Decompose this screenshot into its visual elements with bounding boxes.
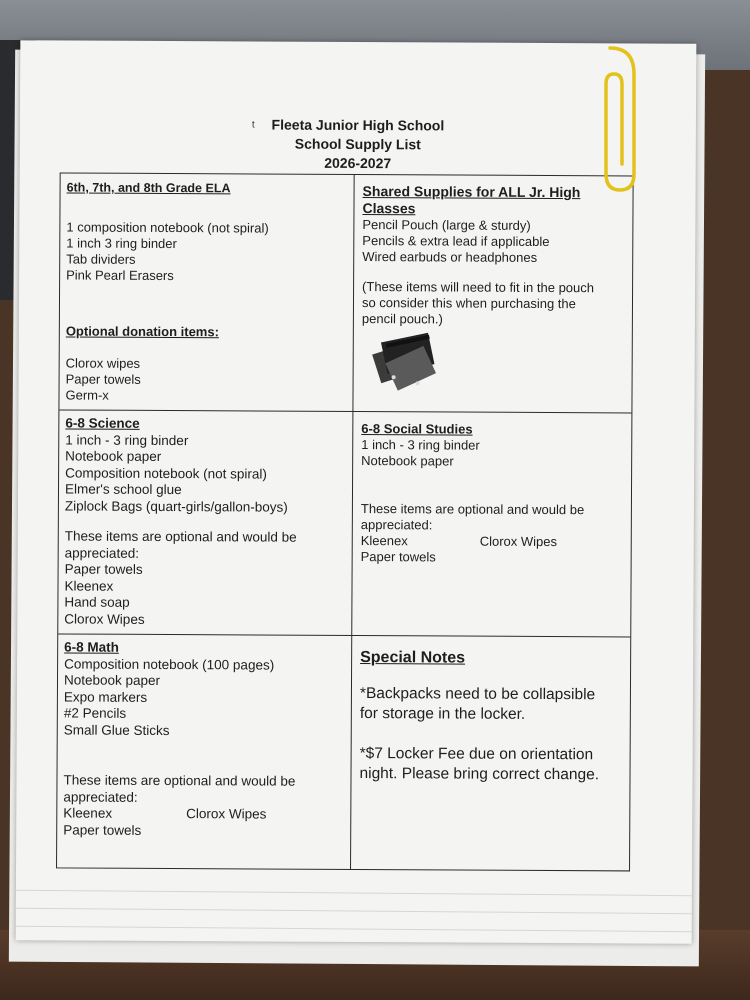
supply-list-sheet	[16, 40, 697, 944]
note-line: so consider this when purchasing the	[361, 295, 576, 312]
special-notes-cell	[359, 649, 626, 785]
column-divider	[350, 175, 355, 869]
list-item: 1 inch - 3 ring binder	[65, 431, 189, 448]
shared-heading-cont: Classes	[362, 200, 416, 217]
note-line: pencil pouch.)	[361, 311, 443, 327]
note-line: *$7 Locker Fee due on orientation	[359, 745, 594, 764]
shared-heading: Shared Supplies for ALL Jr. High	[362, 183, 581, 201]
paper-clip-icon	[600, 44, 640, 194]
list-item: Elmer's school glue	[64, 481, 182, 498]
list-item-left: Kleenex	[360, 533, 408, 549]
list-item: Notebook paper	[63, 672, 161, 688]
list-item: Notebook paper	[65, 448, 162, 464]
list-item: Paper towels	[63, 821, 142, 838]
ela-optional-heading: Optional donation items:	[65, 323, 219, 340]
list-item: Pencil Pouch (large & sturdy)	[362, 217, 531, 233]
ela-heading: 6th, 7th, and 8th Grade ELA	[66, 180, 231, 196]
list-item	[63, 805, 345, 823]
list-item: Notebook paper	[361, 453, 454, 469]
optional-note: appreciated:	[360, 517, 433, 533]
optional-note: These items are optional and would be	[64, 528, 297, 545]
list-item-right: Clorox Wipes	[186, 806, 267, 822]
optional-note: appreciated:	[63, 788, 138, 805]
list-item: Composition notebook (not spiral)	[65, 464, 267, 482]
list-item: Ziplock Bags (quart-girls/gallon-boys)	[64, 497, 288, 515]
social-heading: 6-8 Social Studies	[361, 421, 473, 437]
math-cell	[63, 639, 346, 839]
list-item: Pencils & extra lead if applicable	[362, 233, 550, 250]
list-item: Clorox Wipes	[64, 610, 145, 627]
note-line: for storage in the locker.	[359, 705, 526, 723]
school-name: Fleeta Junior High School	[271, 116, 445, 134]
social-studies-cell	[361, 421, 628, 566]
list-item: Paper towels	[65, 371, 141, 387]
shared-supplies-cell	[362, 183, 629, 328]
list-item: Wired earbuds or headphones	[362, 249, 538, 265]
list-item-left: Kleenex	[63, 805, 113, 821]
pencil-pouch-image	[372, 325, 442, 395]
list-item	[361, 533, 627, 550]
special-notes-heading: Special Notes	[360, 649, 466, 667]
list-item: Paper towels	[64, 561, 143, 577]
optional-note: These items are optional and would be	[63, 772, 296, 789]
math-heading: 6-8 Math	[64, 639, 119, 655]
optional-note: appreciated:	[64, 544, 140, 561]
school-year: 2026-2027	[324, 154, 392, 172]
list-item: #2 Pencils	[63, 705, 127, 721]
list-item: 1 inch - 3 ring binder	[361, 437, 480, 453]
document-title: School Supply List	[294, 135, 421, 153]
note-line: (These items will need to fit in the pouch	[362, 279, 595, 296]
row-divider-2	[58, 633, 630, 637]
list-item: Small Glue Sticks	[63, 721, 170, 738]
ela-cell	[65, 179, 348, 404]
list-item: Kleenex	[64, 577, 114, 594]
list-item: Paper towels	[360, 549, 436, 565]
list-item-right: Clorox Wipes	[479, 533, 558, 550]
science-cell	[64, 415, 347, 628]
row-divider-1	[59, 409, 631, 413]
science-heading: 6-8 Science	[65, 415, 140, 431]
list-item: 1 inch 3 ring binder	[66, 235, 177, 252]
list-item: Expo markers	[63, 688, 148, 705]
list-item: Composition notebook (100 pages)	[64, 655, 275, 673]
list-item: Tab dividers	[66, 251, 136, 267]
paper-lines	[16, 870, 692, 944]
note-line: *Backpacks need to be collapsible	[359, 685, 596, 704]
list-item: Clorox wipes	[65, 355, 141, 371]
note-line: night. Please bring correct change.	[359, 765, 600, 784]
stray-mark: t	[251, 119, 255, 131]
list-item: 1 composition notebook (not spiral)	[66, 219, 269, 236]
optional-note: These items are optional and would be	[360, 501, 585, 518]
list-item: Germ-x	[65, 387, 109, 403]
supply-table	[56, 172, 634, 871]
list-item: Pink Pearl Erasers	[66, 267, 174, 284]
list-item: Hand soap	[64, 594, 130, 610]
